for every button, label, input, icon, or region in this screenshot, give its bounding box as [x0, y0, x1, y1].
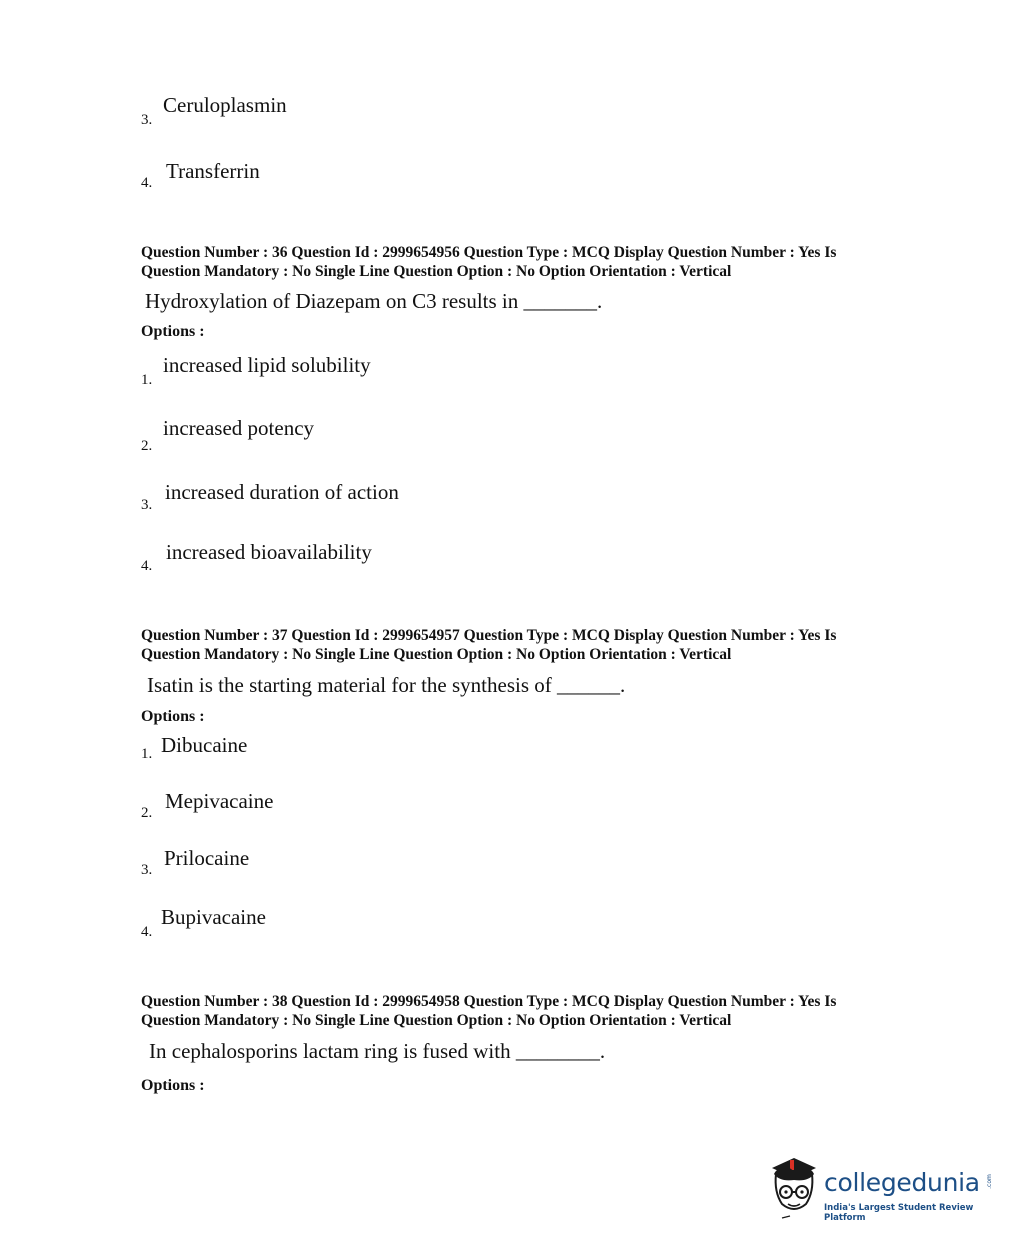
- option-number: 3.: [141, 862, 153, 878]
- option-text: Prilocaine: [164, 846, 250, 870]
- logo-suffix: .com: [985, 1174, 993, 1189]
- question-meta: [141, 243, 836, 281]
- option-number: 4.: [141, 558, 153, 574]
- logo-tagline: India's Largest Student Review Platform: [824, 1203, 974, 1223]
- option-text: increased duration of action: [165, 480, 399, 504]
- option-text: increased bioavailability: [166, 540, 372, 564]
- question-meta-line2: Question Mandatory : No Single Line Question Option : No Option Orientation : Vertical: [141, 263, 732, 280]
- options-label: Options :: [141, 323, 205, 340]
- option-text: Dibucaine: [161, 733, 248, 757]
- option-number: 4.: [141, 175, 153, 191]
- option-number: 1.: [141, 746, 153, 762]
- question-text: Isatin is the starting material for the synthesis of ______.: [147, 673, 626, 697]
- option-number: 1.: [141, 372, 153, 388]
- option-number: 4.: [141, 924, 153, 940]
- option-text: Transferrin: [166, 159, 260, 183]
- question-meta-line1: Question Number : 37 Question Id : 2999654957 Question Type : MCQ Display Question Number : Yes Is: [141, 627, 837, 644]
- question-meta-line2: Question Mandatory : No Single Line Question Option : No Option Orientation : Vertical: [141, 1012, 732, 1029]
- option-text: Ceruloplasmin: [163, 93, 287, 117]
- options-label: Options :: [141, 708, 205, 725]
- option-number: 2.: [141, 438, 153, 454]
- collegedunia-logo: [764, 1152, 994, 1222]
- option-number: 3.: [141, 497, 153, 513]
- question-meta-line1: Question Number : 36 Question Id : 2999654956 Question Type : MCQ Display Question Number : Yes Is: [141, 244, 837, 261]
- option-number: 2.: [141, 805, 153, 821]
- question-meta-line1: Question Number : 38 Question Id : 2999654958 Question Type : MCQ Display Question Number : Yes Is: [141, 993, 837, 1010]
- question-text: In cephalosporins lactam ring is fused with ________.: [149, 1039, 606, 1063]
- student-mascot-icon: [764, 1152, 824, 1222]
- question-text: Hydroxylation of Diazepam on C3 results in _______.: [145, 289, 603, 313]
- option-text: Mepivacaine: [165, 789, 274, 813]
- option-text: increased potency: [163, 416, 315, 440]
- option-text: increased lipid solubility: [163, 353, 371, 377]
- question-meta: [141, 626, 836, 664]
- logo-wordmark: collegedunia: [824, 1168, 980, 1197]
- options-label: Options :: [141, 1077, 205, 1094]
- option-text: Bupivacaine: [161, 905, 266, 929]
- question-meta-line2: Question Mandatory : No Single Line Question Option : No Option Orientation : Vertical: [141, 646, 732, 663]
- option-number: 3.: [141, 112, 153, 128]
- question-meta: [141, 992, 836, 1030]
